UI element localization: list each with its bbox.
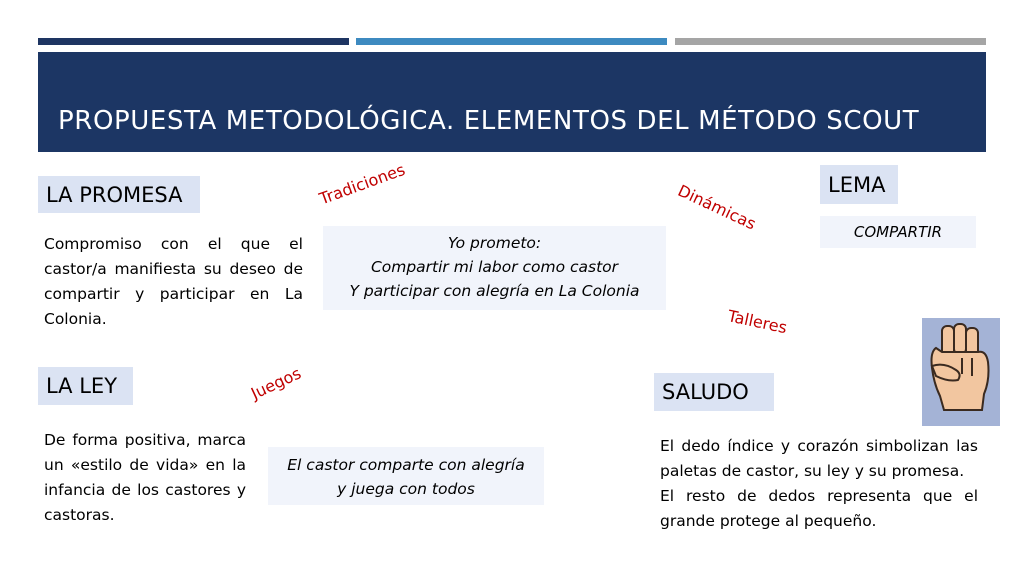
top-accent-bar-gray xyxy=(675,38,986,45)
fist-salute-icon xyxy=(922,318,1000,426)
saludo-description xyxy=(660,434,978,534)
top-accent-bar-navy xyxy=(38,38,349,45)
element-dinamicas: Dinámicas xyxy=(674,180,759,234)
top-accent-bar-blue xyxy=(356,38,667,45)
element-tradiciones: Tradiciones xyxy=(316,159,408,209)
ley-quote-line: El castor comparte con alegría xyxy=(287,456,525,474)
promesa-quote-line: Compartir mi labor como castor xyxy=(370,258,619,276)
promesa-label: LA PROMESA xyxy=(38,176,200,213)
ley-quote-line: y juega con todos xyxy=(337,480,475,498)
slide-title: PROPUESTA METODOLÓGICA. ELEMENTOS DEL MÉTODO SCOUT xyxy=(58,106,920,136)
promesa-quote-line: Y participar con alegría en La Colonia xyxy=(349,282,640,300)
title-banner xyxy=(38,52,986,152)
element-talleres: Talleres xyxy=(726,306,789,338)
saludo-text-2: El resto de dedos representa que el grande protege al pequeño. xyxy=(660,487,978,530)
promesa-quote-line: Yo prometo: xyxy=(447,234,542,252)
promesa-description: Compromiso con el que el castor/a manifiesta su deseo de compartir y participar en La Colonia. xyxy=(44,235,303,328)
saludo-text-1: El dedo índice y corazón simbolizan las paletas de castor, su ley y su promesa. xyxy=(660,437,978,480)
element-juegos: Juegos xyxy=(247,363,305,404)
fist-salute-icon-graphic xyxy=(922,318,1000,426)
lema-value: COMPARTIR xyxy=(820,216,976,248)
saludo-label: SALUDO xyxy=(654,373,774,411)
ley-description: De forma positiva, marca un «estilo de vida» en la infancia de los castores y castoras. xyxy=(44,431,246,524)
lema-label: LEMA xyxy=(820,165,898,204)
ley-quote xyxy=(268,447,544,505)
promesa-quote xyxy=(323,226,666,310)
ley-label: LA LEY xyxy=(38,367,133,405)
